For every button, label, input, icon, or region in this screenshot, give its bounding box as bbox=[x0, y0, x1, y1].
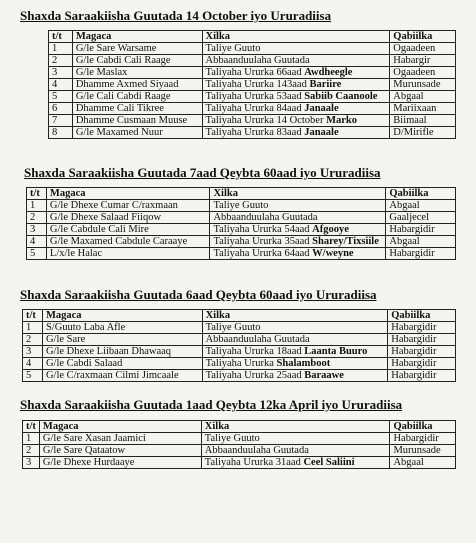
header-cell: Xilka bbox=[202, 310, 388, 322]
officer-location: Baraawe bbox=[304, 370, 344, 381]
officers-table bbox=[22, 420, 456, 469]
section-title: Shaxda Saraakiisha Guutada 1aad Qeybta 12ka April iyo Ururadiisa bbox=[20, 397, 403, 412]
row-number: 4 bbox=[27, 236, 47, 248]
officer-name: G/le Sare Warsame bbox=[72, 43, 202, 55]
table-row bbox=[23, 346, 456, 358]
row-number: 5 bbox=[49, 91, 73, 103]
officer-name: Dhamme Cusmaan Muuse bbox=[72, 115, 202, 127]
officer-location: Sabiib Caanoole bbox=[304, 91, 378, 102]
officer-clan: Habargir bbox=[390, 55, 456, 67]
row-number: 2 bbox=[23, 334, 43, 346]
officer-clan: Abgaal bbox=[390, 457, 456, 469]
row-number: 2 bbox=[49, 55, 73, 67]
officer-role: Taliyaha Ururka 83aad Janaale bbox=[202, 127, 390, 139]
officer-name: S/Guuto Laba Afle bbox=[42, 322, 202, 334]
officer-location: Janaale bbox=[304, 103, 339, 114]
officer-role: Taliye Guuto bbox=[202, 322, 388, 334]
table-row bbox=[27, 236, 456, 248]
officer-clan: Habargidir bbox=[388, 370, 456, 382]
officer-clan: Abgaal bbox=[390, 91, 456, 103]
section-title: Shaxda Saraakiisha Guutada 6aad Qeybta 60aad iyo Ururadiisa bbox=[20, 287, 377, 302]
table-header-row bbox=[27, 188, 456, 200]
officer-role: Taliyaha Ururka 84aad Janaale bbox=[202, 103, 390, 115]
officer-clan: Habargidir bbox=[386, 224, 456, 236]
officer-clan: Habargidir bbox=[388, 346, 456, 358]
row-number: 2 bbox=[23, 445, 40, 457]
table-row bbox=[23, 445, 456, 457]
officer-role: Taliyaha Ururka 143aad Bariire bbox=[202, 79, 390, 91]
officer-name: Dhamme Cali Tikree bbox=[72, 103, 202, 115]
row-number: 6 bbox=[49, 103, 73, 115]
row-number: 3 bbox=[23, 457, 40, 469]
officer-clan: Habargidir bbox=[388, 334, 456, 346]
officer-name: G/le Dhexe Salaad Fiiqow bbox=[46, 212, 210, 224]
officers-table bbox=[48, 30, 456, 139]
table-row bbox=[27, 212, 456, 224]
row-number: 5 bbox=[23, 370, 43, 382]
section-title: Shaxda Saraakiisha Guutada 7aad Qeybta 60aad iyo Ururadiisa bbox=[24, 165, 381, 180]
header-cell: Qabiilka bbox=[390, 421, 456, 433]
row-number: 7 bbox=[49, 115, 73, 127]
officer-clan: Habargidir bbox=[388, 322, 456, 334]
officer-role: Taliyaha Ururka 66aad Awdheegle bbox=[202, 67, 390, 79]
officer-clan: Mariixaan bbox=[390, 103, 456, 115]
officer-role: Taliyaha Ururka 54aad Afgooye bbox=[210, 224, 386, 236]
header-cell: t/t bbox=[23, 310, 43, 322]
officer-location: Ceel Saliini bbox=[303, 457, 355, 468]
officer-role: Abbaanduulaha Guutada bbox=[202, 334, 388, 346]
officer-role: Taliyaha Ururka 64aad W/weyne bbox=[210, 248, 386, 260]
table-header-row bbox=[23, 421, 456, 433]
table-row bbox=[49, 115, 456, 127]
header-cell: Qabiilka bbox=[388, 310, 456, 322]
officer-name: G/le Dhexe Cumar C/raxmaan bbox=[46, 200, 210, 212]
row-number: 1 bbox=[23, 433, 40, 445]
officer-role: Taliye Guuto bbox=[201, 433, 390, 445]
officer-role: Taliyaha Ururka 14 October Marko bbox=[202, 115, 390, 127]
officer-name: G/le Sare bbox=[42, 334, 202, 346]
officers-table bbox=[22, 309, 456, 382]
section-title: Shaxda Saraakiisha Guutada 14 October iyo Ururadiisa bbox=[20, 8, 332, 23]
row-number: 1 bbox=[23, 322, 43, 334]
officer-location: Bariire bbox=[309, 79, 342, 90]
officer-role: Taliyaha Ururka 53aad Sabiib Caanoole bbox=[202, 91, 390, 103]
officer-name: G/le Dhexe Liibaan Dhawaaq bbox=[42, 346, 202, 358]
row-number: 3 bbox=[49, 67, 73, 79]
header-cell: Magaca bbox=[72, 31, 202, 43]
officer-name: Dhamme Axmed Siyaad bbox=[72, 79, 202, 91]
officer-name: G/le Cabdi Cali Raage bbox=[72, 55, 202, 67]
officer-location: Marko bbox=[326, 115, 357, 126]
table-row bbox=[23, 457, 456, 469]
table-row bbox=[27, 200, 456, 212]
officer-name: G/le Sare Xasan Jaamici bbox=[39, 433, 201, 445]
table-row bbox=[27, 224, 456, 236]
table-header-row bbox=[23, 310, 456, 322]
officer-name: G/le Maslax bbox=[72, 67, 202, 79]
officer-role: Taliyaha Ururka 35aad Sharey/Tixsiile bbox=[210, 236, 386, 248]
header-cell: t/t bbox=[23, 421, 40, 433]
table-row bbox=[23, 334, 456, 346]
table-row bbox=[27, 248, 456, 260]
officer-name: G/le Maxamed Nuur bbox=[72, 127, 202, 139]
officer-role: Taliye Guuto bbox=[202, 43, 390, 55]
table-row bbox=[49, 67, 456, 79]
officer-name: G/le Maxamed Cabdule Caraaye bbox=[46, 236, 210, 248]
header-cell: t/t bbox=[49, 31, 73, 43]
header-cell: Magaca bbox=[39, 421, 201, 433]
header-cell: Qabiilka bbox=[390, 31, 456, 43]
row-number: 1 bbox=[27, 200, 47, 212]
table-header-row bbox=[49, 31, 456, 43]
table-row bbox=[49, 43, 456, 55]
officer-name: G/le Dhexe Hurdaaye bbox=[39, 457, 201, 469]
officer-location: Awdheegle bbox=[304, 67, 353, 78]
officer-name: G/le Sare Qataatow bbox=[39, 445, 201, 457]
table-row bbox=[49, 79, 456, 91]
officer-location: Afgooye bbox=[312, 224, 349, 235]
header-cell: Qabiilka bbox=[386, 188, 456, 200]
row-number: 4 bbox=[23, 358, 43, 370]
officer-clan: Habargidir bbox=[388, 358, 456, 370]
table-row bbox=[23, 322, 456, 334]
officer-clan: Habargidir bbox=[390, 433, 456, 445]
officer-name: L/x/le Halac bbox=[46, 248, 210, 260]
table-row bbox=[49, 127, 456, 139]
officer-clan: Gaaljecel bbox=[386, 212, 456, 224]
table-row bbox=[23, 370, 456, 382]
officer-location: Sharey/Tixsiile bbox=[312, 236, 379, 247]
officer-clan: Murunsade bbox=[390, 445, 456, 457]
officer-location: Laanta Buuro bbox=[304, 346, 368, 357]
officer-clan: Ogaadeen bbox=[390, 67, 456, 79]
officer-clan: Habargidir bbox=[386, 248, 456, 260]
officer-clan: Ogaadeen bbox=[390, 43, 456, 55]
row-number: 1 bbox=[49, 43, 73, 55]
header-cell: Magaca bbox=[46, 188, 210, 200]
table-row bbox=[49, 103, 456, 115]
officer-location: Shalamboot bbox=[276, 358, 331, 369]
row-number: 5 bbox=[27, 248, 47, 260]
officer-role: Taliyaha Ururka 25aad Baraawe bbox=[202, 370, 388, 382]
officer-role: Abbaanduulaha Guutada bbox=[202, 55, 390, 67]
officer-role: Abbaanduulaha Guutada bbox=[201, 445, 390, 457]
officer-location: Janaale bbox=[304, 127, 339, 138]
officer-location: W/weyne bbox=[312, 248, 354, 259]
header-cell: Xilka bbox=[210, 188, 386, 200]
table-row bbox=[49, 55, 456, 67]
officer-clan: Abgaal bbox=[386, 200, 456, 212]
officer-name: G/le Cali Cabdi Raage bbox=[72, 91, 202, 103]
table-row bbox=[23, 433, 456, 445]
officer-role: Taliyaha Ururka Shalamboot bbox=[202, 358, 388, 370]
header-cell: t/t bbox=[27, 188, 47, 200]
officer-name: G/le C/raxmaan Cilmi Jimcaale bbox=[42, 370, 202, 382]
officer-role: Taliyaha Ururka 18aad Laanta Buuro bbox=[202, 346, 388, 358]
officer-clan: Biimaal bbox=[390, 115, 456, 127]
officer-role: Taliyaha Ururka 31aad Ceel Saliini bbox=[201, 457, 390, 469]
row-number: 3 bbox=[23, 346, 43, 358]
row-number: 8 bbox=[49, 127, 73, 139]
table-row bbox=[49, 91, 456, 103]
row-number: 4 bbox=[49, 79, 73, 91]
row-number: 2 bbox=[27, 212, 47, 224]
header-cell: Xilka bbox=[202, 31, 390, 43]
officers-table bbox=[26, 187, 456, 260]
officer-clan: D/Mirifle bbox=[390, 127, 456, 139]
header-cell: Xilka bbox=[201, 421, 390, 433]
table-row bbox=[23, 358, 456, 370]
officer-role: Abbaanduulaha Guutada bbox=[210, 212, 386, 224]
officer-role: Taliye Guuto bbox=[210, 200, 386, 212]
officer-name: G/le Cabdi Salaad bbox=[42, 358, 202, 370]
officer-clan: Abgaal bbox=[386, 236, 456, 248]
officer-clan: Murunsade bbox=[390, 79, 456, 91]
row-number: 3 bbox=[27, 224, 47, 236]
header-cell: Magaca bbox=[42, 310, 202, 322]
officer-name: G/le Cabdule Cali Mire bbox=[46, 224, 210, 236]
